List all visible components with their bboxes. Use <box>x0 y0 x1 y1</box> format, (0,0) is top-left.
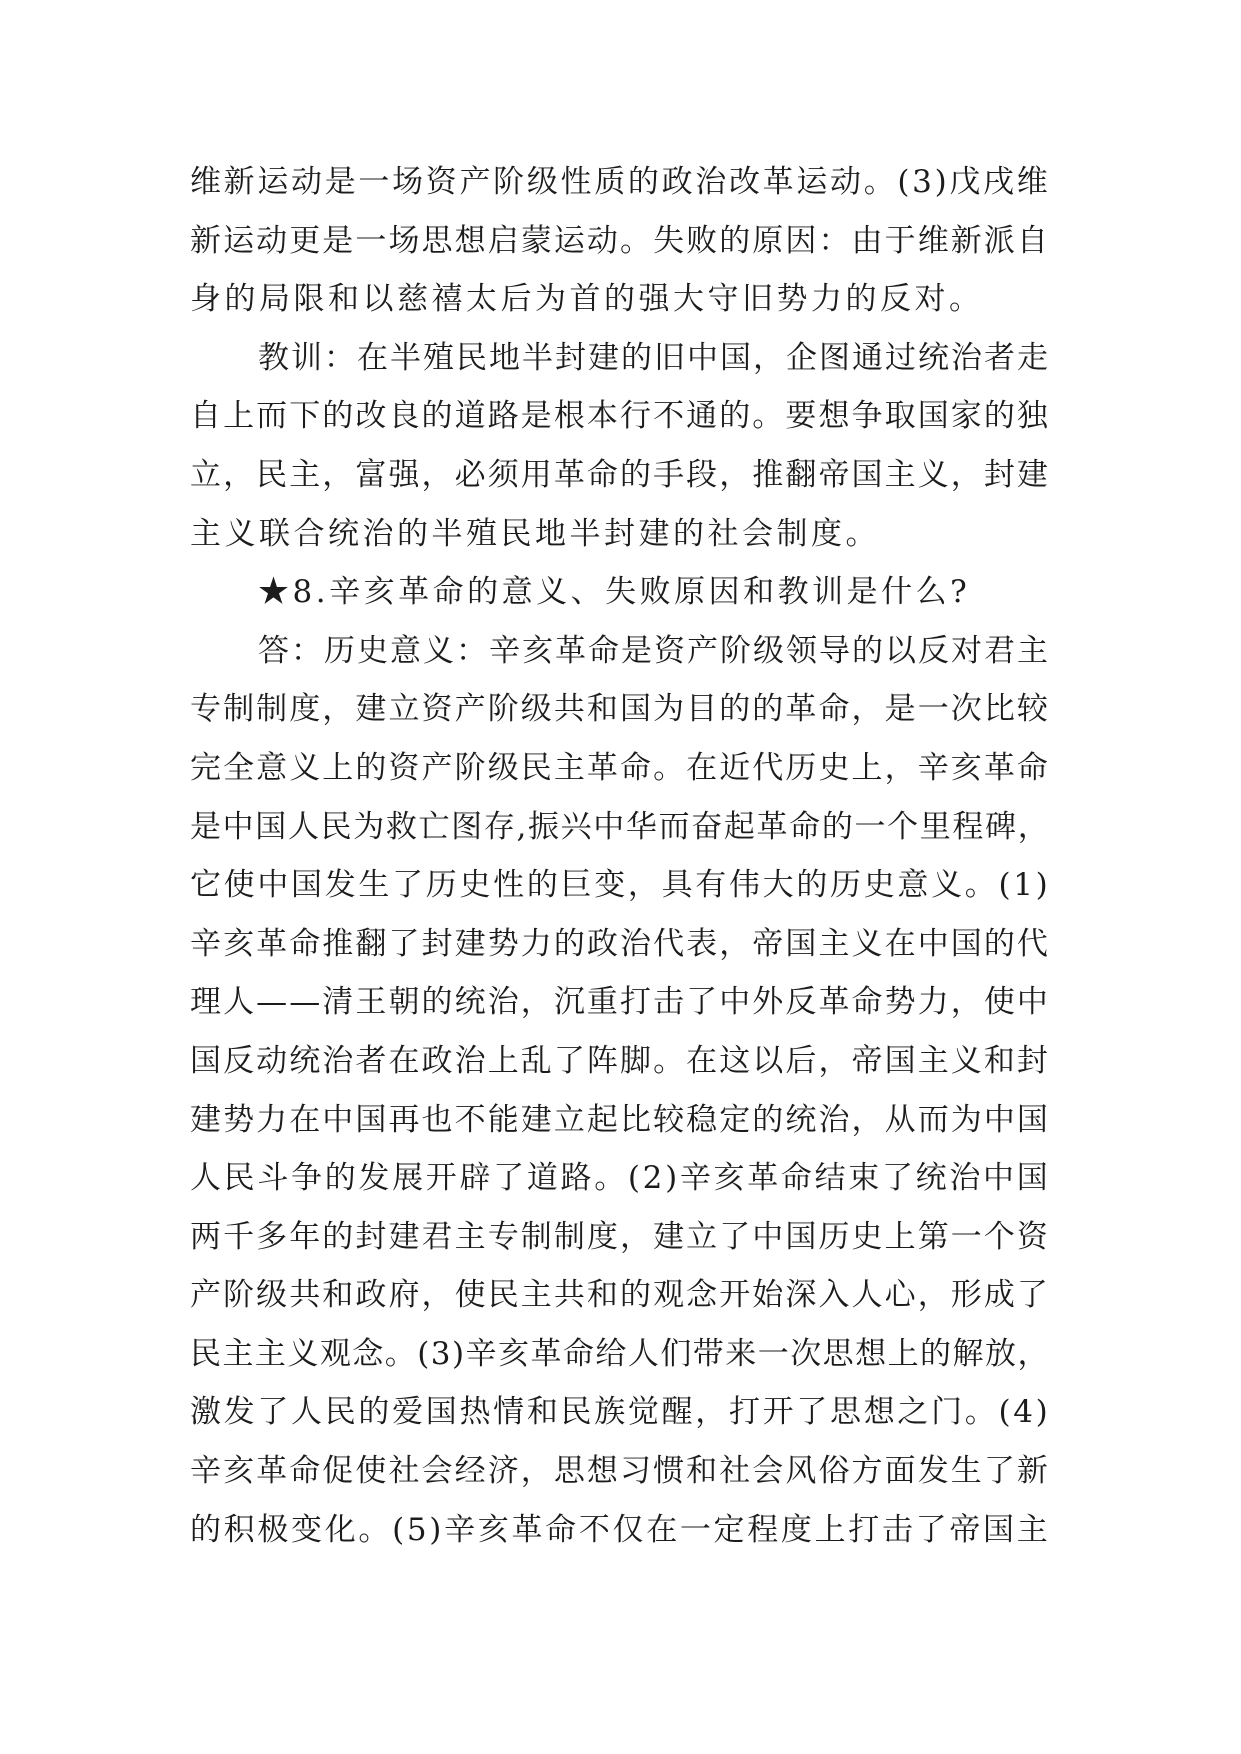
text-line: ★8.辛亥革命的意义、失败原因和教训是什么? <box>258 574 971 611</box>
text-line: 建势力在中国再也不能建立起比较稳定的统治，从而为中国 <box>190 1101 1050 1138</box>
text-line: 激发了人民的爱国热情和民族觉醒，打开了思想之门。(4) <box>190 1394 1051 1431</box>
text-line: 新运动更是一场思想启蒙运动。失败的原因：由于维新派自 <box>190 222 1050 259</box>
text-line: 产阶级共和政府，使民主共和的观念开始深入人心，形成了 <box>190 1277 1050 1314</box>
text-line: 辛亥革命推翻了封建势力的政治代表，帝国主义在中国的代 <box>190 925 1050 962</box>
text-line: 人民斗争的发展开辟了道路。(2)辛亥革命结束了统治中国 <box>190 1160 1051 1197</box>
text-line: 的积极变化。(5)辛亥革命不仅在一定程度上打击了帝国主 <box>190 1511 1051 1548</box>
body-text <box>190 153 1050 1559</box>
text-line: 完全意义上的资产阶级民主革命。在近代历史上，辛亥革命 <box>190 749 1050 786</box>
text-line: 理人——清王朝的统治，沉重打击了中外反革命势力，使中 <box>190 984 1050 1021</box>
text-line: 两千多年的封建君主专制制度，建立了中国历史上第一个资 <box>190 1218 1050 1255</box>
text-line: 自上而下的改良的道路是根本行不通的。要想争取国家的独 <box>190 398 1050 435</box>
text-line: 它使中国发生了历史性的巨变，具有伟大的历史意义。(1) <box>190 867 1051 904</box>
text-line: 是中国人民为救亡图存,振兴中华而奋起革命的一个里程碑， <box>190 808 1051 845</box>
text-line: 答：历史意义：辛亥革命是资产阶级领导的以反对君主 <box>258 632 1050 669</box>
text-line: 身的局限和以慈禧太后为首的强大守旧势力的反对。 <box>190 281 984 318</box>
text-line: 民主主义观念。(3)辛亥革命给人们带来一次思想上的解放， <box>190 1335 1050 1372</box>
text-line: 主义联合统治的半殖民地半封建的社会制度。 <box>190 515 880 552</box>
text-line: 教训：在半殖民地半封建的旧中国，企图通过统治者走 <box>258 339 1050 376</box>
text-line: 立，民主，富强，必须用革命的手段，推翻帝国主义，封建 <box>190 456 1050 493</box>
text-line: 国反动统治者在政治上乱了阵脚。在这以后，帝国主义和封 <box>190 1042 1050 1079</box>
text-line: 维新运动是一场资产阶级性质的政治改革运动。(3)戊戌维 <box>190 164 1051 200</box>
text-line: 辛亥革命促使社会经济，思想习惯和社会风俗方面发生了新 <box>190 1453 1050 1490</box>
text-line: 专制制度，建立资产阶级共和国为目的的革命，是一次比较 <box>190 691 1050 728</box>
